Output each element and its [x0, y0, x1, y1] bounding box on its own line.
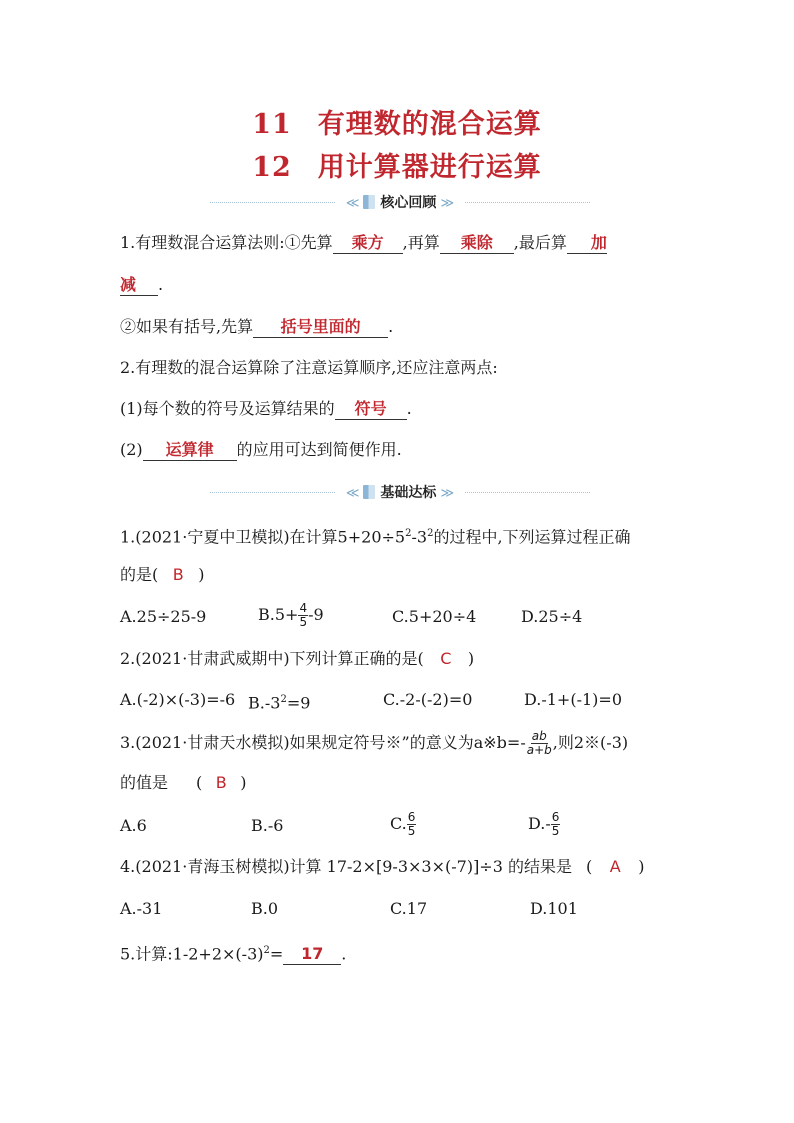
- basic-q5: 5.计算$:1-2+2\times(-3)^2= 17$ .: [120, 944, 347, 964]
- option-d: D.- $\frac{6}{5}$: [528, 810, 560, 838]
- chevron-left-icon: ≪: [345, 196, 360, 211]
- answer-choice: A: [609, 857, 621, 876]
- option-b: B.-6: [251, 816, 284, 835]
- basic-q3-cont: 的值是 ( B ): [120, 773, 247, 792]
- review-q2a: (1)每个数的符号及运算结果的 符号 .: [120, 399, 412, 418]
- fraction: $\frac{6}{5}$: [551, 810, 560, 838]
- review-q2b: (2) 运算律 的应用可达到简便作用.: [120, 440, 402, 459]
- book-icon: [363, 195, 375, 209]
- title-text: 用计算器进行运算: [317, 152, 542, 183]
- option-c: C.17: [390, 899, 428, 918]
- section-header-basic: [210, 483, 590, 503]
- chevron-right-icon: ≫: [436, 486, 455, 501]
- basic-q2: 2.(2021·甘肃武威期中)下列计算正确的是( C ): [120, 649, 475, 668]
- answer-blank: 括号里面的: [253, 317, 388, 338]
- option-b: $B.-3^2=9$: [248, 693, 311, 713]
- basic-q1-cont: 的是( B ): [120, 565, 205, 584]
- basic-q4: 4.(2021·青海玉树模拟)计算 17-2×[9-3×3×(-7)]÷3 的结果是 ( A ): [120, 857, 645, 876]
- title-number: 12: [252, 152, 292, 183]
- page-title-1: [0, 102, 794, 141]
- option-c: C. $\frac{6}{5}$: [390, 810, 416, 838]
- basic-q3: 3.(2021·甘肃天水模拟)如果规定符号※”的意义为a※b=- $\frac{ab}{a+b}$ ,则2※(-3): [120, 729, 629, 757]
- option-d: D.101: [530, 899, 578, 918]
- review-q1: 1.有理数混合运算法则:①先算 乘方 ,再算 乘除 ,最后算 加: [120, 233, 607, 252]
- option-c: C.5+20÷4: [392, 607, 477, 626]
- page-title-2: [0, 145, 794, 184]
- section-title: 核心回顾: [380, 195, 437, 211]
- option-c: C.-2-(-2)=0: [383, 690, 473, 709]
- section-title: 基础达标: [380, 485, 437, 501]
- section-header-review: [210, 193, 590, 213]
- answer-blank: 符号: [335, 399, 407, 420]
- answer-blank: 乘除: [440, 233, 514, 254]
- title-text: 有理数的混合运算: [317, 109, 542, 140]
- answer-blank: 乘方: [333, 233, 403, 254]
- option-a: A.25÷25-9: [120, 607, 207, 626]
- review-q2: 2.有理数的混合运算除了注意运算顺序,还应注意两点:: [120, 358, 498, 377]
- answer-blank: 加: [567, 233, 607, 254]
- option-a: A.(-2)×(-3)=-6: [120, 690, 236, 709]
- option-b: B.0: [251, 899, 279, 918]
- answer-blank: 17: [283, 944, 341, 965]
- answer-blank: 运算律: [143, 440, 237, 461]
- title-number: 11: [252, 109, 292, 140]
- fraction: $\frac{ab}{a+b}$: [526, 729, 552, 757]
- answer-choice: C: [440, 649, 452, 668]
- chevron-left-icon: ≪: [345, 486, 360, 501]
- option-d: D.-1+(-1)=0: [524, 690, 622, 709]
- fraction: $\frac{6}{5}$: [407, 810, 416, 838]
- review-q1-cont: 减 .: [120, 275, 164, 294]
- book-icon: [363, 485, 375, 499]
- fraction: $\frac{4}{5}$: [299, 601, 308, 629]
- answer-choice: B: [172, 565, 184, 584]
- option-d: D.25÷4: [521, 607, 583, 626]
- option-a: A.-31: [120, 899, 163, 918]
- review-q1b: ②如果有括号,先算 括号里面的 .: [120, 317, 394, 336]
- option-b: B.5+ $\frac{4}{5}$ -9: [258, 601, 324, 629]
- answer-choice: B: [215, 773, 227, 792]
- basic-q1: 1.(2021·宁夏中卫模拟)在计算$5+20\div 5^2-3^2$的过程中,下列运算过程正确: [120, 527, 631, 547]
- answer-blank: 减: [120, 275, 158, 296]
- option-a: A.6: [120, 816, 147, 835]
- chevron-right-icon: ≫: [436, 196, 455, 211]
